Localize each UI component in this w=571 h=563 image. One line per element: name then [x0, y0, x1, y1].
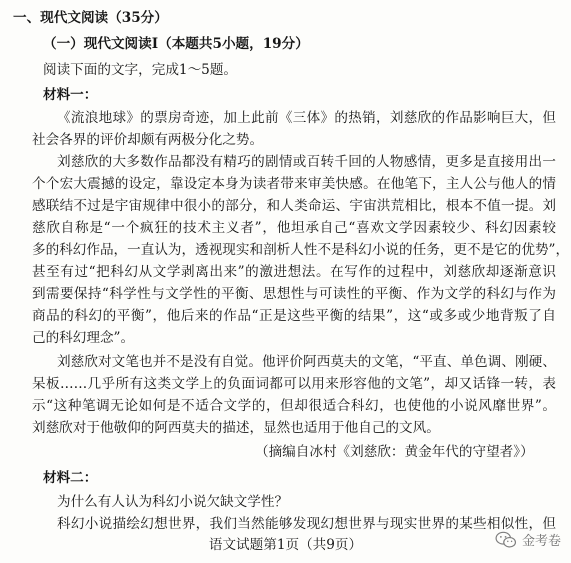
- material-1-p2-line: 到需要保持“科学性与文学性的平衡、思想性与可读性的平衡、作为文学的科幻与作为: [32, 286, 556, 302]
- wechat-icon: [495, 531, 517, 549]
- material-1-p3-line: 示“这种笔调无论如何是不适合文学的，但却很适合科幻，也使他的小说风靡世界”。: [32, 398, 556, 414]
- material-2-p2: 科幻小说描绘幻想世界，我们当然能够发现幻想世界与现实世界的某些相似性，但: [57, 516, 556, 532]
- material-1-p1-line: 《流浪地球》的票房奇迹，加上此前《三体》的热销，刘慈欣的作品影响巨大，但: [57, 110, 556, 126]
- material-1-p3-line: 呆板……几乎所有这类文学上的负面词都可以用来形容他的文笔”，却又话锋一转，表: [32, 376, 556, 392]
- material-1-p2-line: 慈欣自称是“一个疯狂的技术主义者”，他坦承自己“喜欢文学因素较少、科幻因素较: [32, 220, 556, 236]
- section-title: 一、现代文阅读（35分）: [13, 10, 168, 26]
- material-1-p2-line: 感联结不过是宇宙规律中很小的部分，和人类命运、宇宙洪荒相比，根本不值一提。刘: [32, 198, 556, 214]
- material-1-source: （摘编自冰村《刘慈欣：黄金年代的守望者》）: [255, 444, 534, 460]
- material-1-p2-line: 商品的科幻的平衡”，他后来的作品“正是这些平衡的结果”，这“或多或少地背叛了自: [32, 308, 556, 324]
- instruction: 阅读下面的文字，完成1～5题。: [43, 62, 238, 78]
- watermark: [495, 530, 561, 549]
- material-2-label: 材料二：: [43, 470, 98, 486]
- material-1-p2-line: 刘慈欣的大多数作品都没有精巧的剧情或百转千回的人物感情，更多是直接用出一: [57, 154, 556, 170]
- material-1-p2-line: 甚至有过“把科幻从文学剥离出来”的激进想法。在写作的过程中，刘慈欣却逐渐意识: [32, 264, 556, 280]
- material-1-p2-line: 己的科幻理念”。: [32, 330, 135, 346]
- material-1-p1-line: 社会各界的评价却颇有两极分化之势。: [32, 132, 264, 148]
- sub-title: （一）现代文阅读Ⅰ（本题共5小题，19分）: [43, 36, 309, 52]
- material-2-p1: 为什么有人认为科幻小说欠缺文学性？: [57, 494, 289, 510]
- material-1-p2-line: 多的科幻作品，一直认为，透视现实和剖析人性不是科幻小说的任务，更不是它的优势”，: [32, 242, 570, 258]
- page-footer: 语文试题第1页（共9页）: [208, 537, 363, 553]
- material-1-p3-line: 刘慈欣对文笔也并不是没有自觉。他评价阿西莫夫的文笔，“平直、单色调、刚硬、: [57, 354, 556, 370]
- material-1-p3-line: 刘慈欣对于他敬仰的阿西莫夫的描述，显然也适用于他自己的文风。: [32, 420, 440, 436]
- material-1-label: 材料一：: [43, 87, 98, 103]
- material-1-p2-line: 个个宏大震撼的设定，靠设定本身为读者带来审美快感。在他笔下，主人公与他人的情: [32, 176, 556, 192]
- watermark-text: 金考卷: [521, 534, 561, 549]
